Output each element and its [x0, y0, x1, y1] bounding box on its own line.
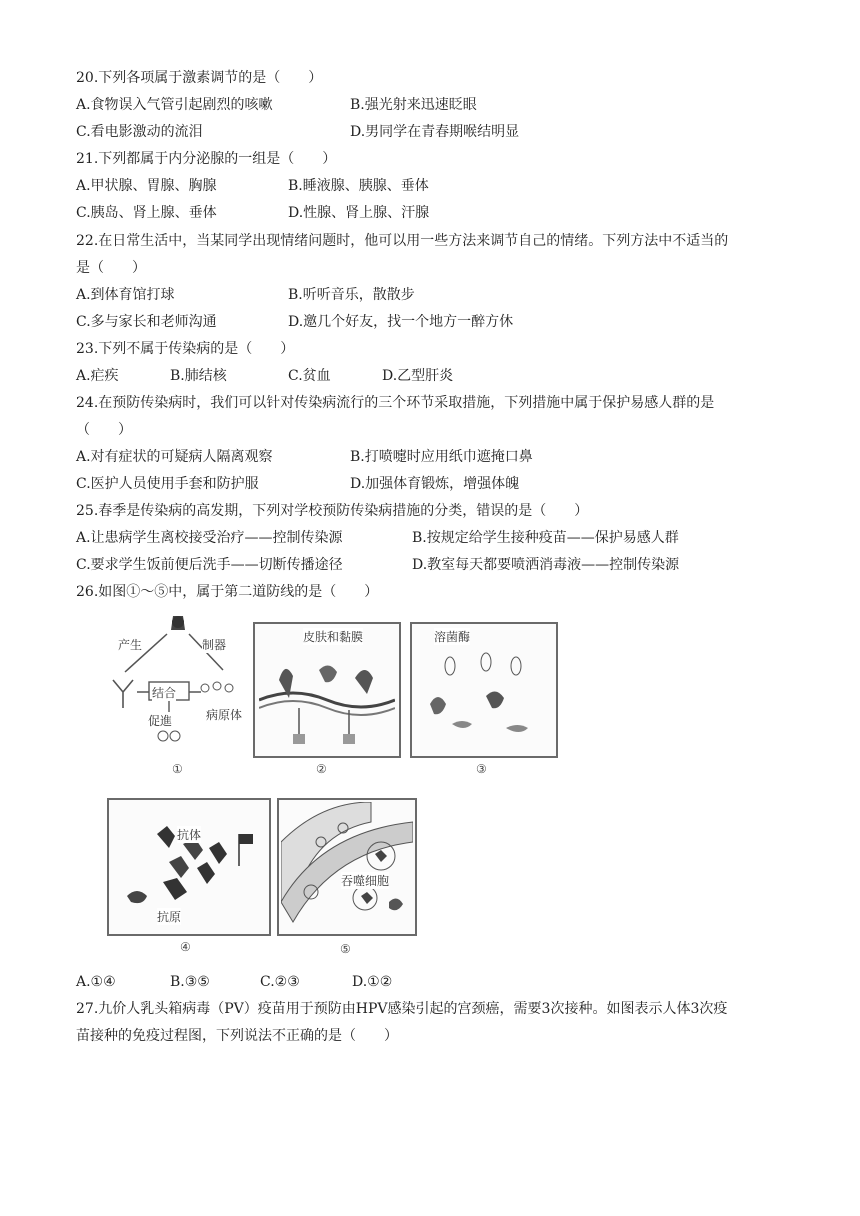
figure-label-antigen: 抗原: [157, 910, 182, 924]
q22-stem: 22.在日常生活中，当某同学出现情绪问题时，他可以用一些方法来调节自己的情绪。下列方法中不适当的: [76, 233, 729, 249]
q21-option-c: C.胰岛、肾上腺、垂体: [76, 205, 217, 221]
q26-option-a: A.①④: [76, 974, 116, 990]
q25-option-b: B.按规定给学生接种疫苗——保护易感人群: [412, 530, 679, 546]
figure-panel-4: [107, 798, 271, 936]
figure-panel-3: [410, 622, 558, 758]
figure-label-pathogen: 病原体: [206, 708, 243, 722]
q26-option-b: B.③⑤: [170, 974, 210, 990]
q21-option-d: D.性腺、肾上腺、汗腺: [288, 205, 430, 221]
q21-option-a: A.甲状腺、胃腺、胸腺: [76, 178, 217, 194]
figure-label-phagocyte: 吞噬细胞: [341, 874, 390, 888]
q26-stem: 26.如图①～⑤中，属于第二道防线的是（ ）: [76, 584, 379, 600]
figure-panel-5: [277, 798, 417, 936]
figure-label-skin: 皮肤和黏膜: [303, 630, 364, 644]
q25-option-a: A.让患病学生离校接受治疗——控制传染源: [76, 530, 343, 546]
q24-stem-cont: （ ）: [76, 422, 132, 438]
phagocyte-illustration: [281, 802, 413, 932]
q22-stem-cont: 是（ ）: [76, 260, 146, 276]
q24-option-a: A.对有症状的可疑病人隔离观察: [76, 449, 273, 465]
q24-stem: 24.在预防传染病时，我们可以针对传染病流行的三个环节采取措施，下列措施中属于保护易感人群的是: [76, 395, 715, 411]
q22-option-d: D.邀几个好友，找一个地方一醉方休: [288, 314, 514, 330]
figure-num-1: ①: [172, 762, 183, 776]
lysozyme-illustration: [416, 646, 552, 750]
figure-num-4: ④: [180, 940, 191, 954]
antibody-antigen-illustration: [113, 804, 265, 930]
q20-option-b: B.强光射来迅速眨眼: [350, 97, 477, 113]
q25-stem: 25.春季是传染病的高发期，下列对学校预防传染病措施的分类，错误的是（ ）: [76, 503, 589, 519]
figure-label-produce: 产生: [118, 638, 143, 652]
figure-label-bind: 结合: [152, 686, 177, 700]
skin-mucosa-illustration: [259, 650, 395, 750]
q24-option-b: B.打喷嚏时应用纸巾遮掩口鼻: [350, 449, 533, 465]
q21-option-b: B.睡液腺、胰腺、垂体: [288, 178, 429, 194]
q24-option-c: C.医护人员使用手套和防护服: [76, 476, 259, 492]
q25-option-d: D.教室每天都要喷洒消毒液——控制传染源: [412, 557, 680, 573]
figure-label-lysozyme: 溶菌酶: [434, 630, 471, 644]
q20-option-d: D.男同学在青春期喉结明显: [350, 124, 520, 140]
q26-option-d: D.①②: [352, 974, 393, 990]
figure-label-antibody: 抗体: [177, 828, 202, 842]
figure-num-2: ②: [316, 762, 327, 776]
q25-option-c: C.要求学生饭前便后洗手——切断传播途径: [76, 557, 343, 573]
q23-stem: 23.下列不属于传染病的是（ ）: [76, 341, 295, 357]
q20-option-c: C.看电影激动的流泪: [76, 124, 203, 140]
figure-label-restrain: 制器: [202, 638, 227, 652]
q22-option-c: C.多与家长和老师沟通: [76, 314, 217, 330]
figure-label-promote: 促進: [148, 714, 173, 728]
q22-option-b: B.听听音乐，散散步: [288, 287, 415, 303]
q23-option-d: D.乙型肝炎: [382, 368, 454, 384]
q20-option-a: A.食物误入气管引起剧烈的咳嗽: [76, 97, 273, 113]
figure-panel-2: [253, 622, 401, 758]
figure-num-3: ③: [476, 762, 487, 776]
q27-stem: 27.九价人乳头箱病毒（PV）疫苗用于预防由HPV感染引起的宫颈癌，需要3次接种。如图表示人体3次疫: [76, 1001, 728, 1017]
q26-option-c: C.②③: [260, 974, 300, 990]
figure-panel-1: [105, 612, 245, 752]
q23-option-c: C.贫血: [288, 368, 331, 384]
figure-num-5: ⑤: [340, 942, 351, 956]
q27-stem-cont: 苗接种的免疫过程图，下列说法不正确的是（ ）: [76, 1028, 398, 1044]
q24-option-d: D.加强体育锻炼，增强体魄: [350, 476, 520, 492]
q23-option-b: B.肺结核: [170, 368, 227, 384]
q20-stem: 20.下列各项属于激素调节的是（ ）: [76, 70, 323, 86]
q22-option-a: A.到体育馆打球: [76, 287, 175, 303]
q23-option-a: A.疟疾: [76, 368, 119, 384]
q21-stem: 21.下列都属于内分泌腺的一组是（ ）: [76, 151, 337, 167]
